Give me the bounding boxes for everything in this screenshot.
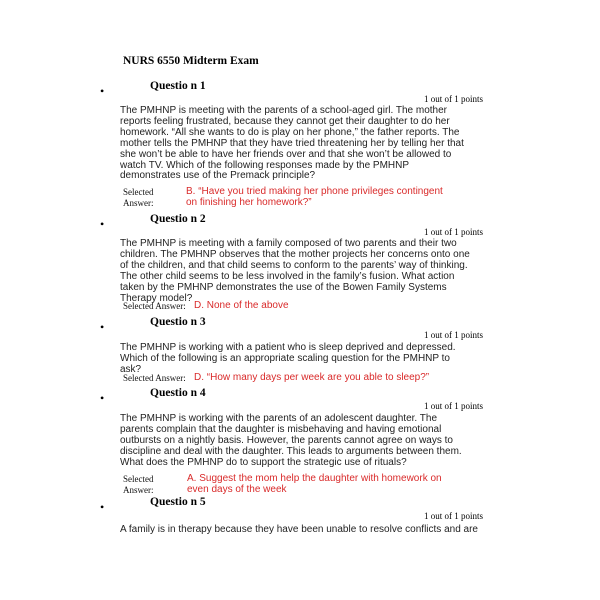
question-heading: Questio n 4 (150, 387, 206, 399)
question-heading: Questio n 1 (150, 80, 206, 92)
bullet-icon: • (100, 500, 105, 514)
question-heading: Questio n 2 (150, 213, 206, 225)
question-text: The PMHNP is working with a patient who is sleep deprived and depressed. Which of the following is an appropriate scaling question for the PMHNP to ask? (120, 342, 456, 375)
selected-answer-label: Selected Answer: (123, 301, 186, 311)
exam-title: NURS 6550 Midterm Exam (123, 55, 259, 67)
question-heading: Questio n 3 (150, 316, 206, 328)
selected-answer-label (123, 474, 154, 495)
bullet-icon: • (100, 217, 105, 231)
selected-answer: B. “Have you tried making her phone privileges contingent on finishing her homework?” (186, 186, 443, 208)
question-points: 1 out of 1 points (423, 94, 483, 104)
question-text: A family is in therapy because they have been unable to resolve conflicts and are (120, 524, 478, 535)
question-text: The PMHNP is meeting with the parents of a school-aged girl. The mother reports feeling frustrated, because they cannot get their daughter to do her homework. “All she wants to do is play on her phone,” the father reports. The mother tells the PMHNP that they have tried threatening her by telling her that she won’t be able to have her friends over and that she won’t be allowed to watch TV. Which of the following responses made by the PMHNP demonstrates use of the Premack principle? (120, 105, 464, 182)
question-heading: Questio n 5 (150, 496, 206, 508)
question-points: 1 out of 1 points (423, 511, 483, 521)
selected-label-line1: Selected (123, 187, 154, 197)
question-points: 1 out of 1 points (423, 227, 483, 237)
question-points: 1 out of 1 points (423, 401, 483, 411)
selected-label-line1: Selected (123, 474, 154, 484)
selected-label-line2: Answer: (123, 197, 154, 208)
selected-answer-label (123, 187, 154, 208)
question-text: The PMHNP is meeting with a family composed of two parents and their two children. The PMHNP observes that the mother projects her concerns onto one of the children, and that child seems to conform to the parents’ way of thinking. The other child seems to be less involved in the family’s fusion. What action taken by the PMHNP demonstrates the use of the Bowen Family Systems Therapy model? (120, 238, 470, 304)
selected-answer: D. “How many days per week are you able to sleep?” (194, 372, 430, 383)
selected-answer-label: Selected Answer: (123, 373, 186, 383)
question-text: The PMHNP is working with the parents of an adolescent daughter. The parents complain that the daughter is misbehaving and having emotional outbursts on a nightly basis. However, the parents cannot agree on ways to discipline and deal with the daughter. This leads to arguments between them. What does the PMHNP do to support the strategic use of rituals? (120, 413, 462, 468)
bullet-icon: • (100, 84, 105, 98)
selected-answer: D. None of the above (194, 300, 289, 311)
selected-label-line2: Answer: (123, 484, 154, 495)
bullet-icon: • (100, 320, 105, 334)
question-points: 1 out of 1 points (423, 330, 483, 340)
selected-answer: A. Suggest the mom help the daughter with homework on even days of the week (187, 473, 442, 495)
bullet-icon: • (100, 391, 105, 405)
